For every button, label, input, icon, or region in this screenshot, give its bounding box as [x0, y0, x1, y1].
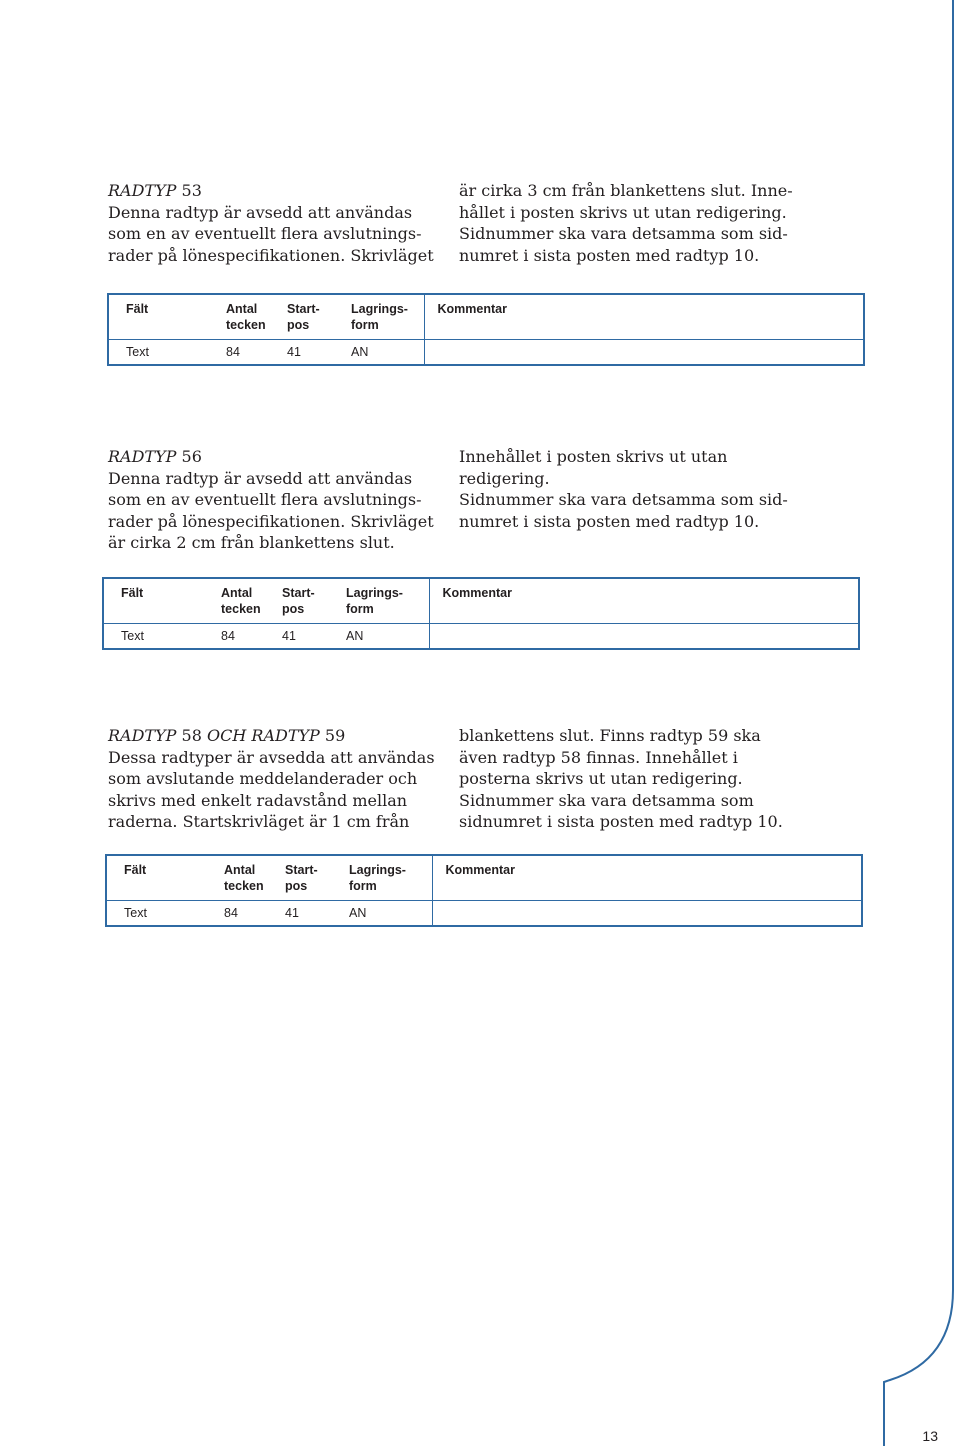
body-line: numret i sista posten med radtyp 10. — [459, 511, 760, 531]
cell-falt: Text — [124, 906, 147, 920]
cell-antal: 84 — [226, 345, 240, 359]
page-number: 13 — [922, 1428, 938, 1444]
body-line: Denna radtyp är avsedd att användas — [108, 202, 413, 222]
right-column — [459, 446, 809, 532]
header-falt: Fält — [106, 855, 224, 901]
cell-antal: 84 — [221, 629, 235, 643]
body-line: är cirka 2 cm från blankettens slut. — [108, 533, 395, 552]
body-line: Sidnummer ska vara detsamma som — [459, 790, 754, 810]
body-line: rader på lönespecifikationen. Skrivläget — [108, 245, 434, 265]
cell-falt: Text — [126, 345, 149, 359]
body-line: numret i sista posten med radtyp 10. — [459, 245, 760, 265]
table-row — [103, 624, 859, 650]
body-line: som en av eventuellt flera avslutnings- — [108, 490, 422, 509]
body-line: Innehållet i posten skrivs ut utan redigering. — [459, 447, 728, 488]
body-line: som avslutande meddelanderader och — [108, 769, 418, 788]
body-line: rader på lönespecifikationen. Skrivläget — [108, 511, 434, 531]
body-line: sidnumret i sista posten med radtyp 10. — [459, 812, 783, 831]
cell-kommentar — [432, 901, 862, 927]
cell-kommentar — [429, 624, 859, 650]
table-row — [106, 901, 862, 927]
cell-antal: 84 — [224, 906, 238, 920]
body-line: som en av eventuellt flera avslutnings- — [108, 224, 422, 243]
header-startpos: Start- pos — [282, 578, 346, 624]
header-kommentar: Kommentar — [429, 578, 859, 624]
cell-kommentar — [424, 340, 864, 366]
section-heading: RADTYP 58 OCH RADTYP 59 — [108, 726, 346, 745]
body-line: är cirka 3 cm från blankettens slut. Inne- — [459, 181, 793, 200]
header-falt: Fält — [103, 578, 221, 624]
header-kommentar: Kommentar — [424, 294, 864, 340]
header-lagringsform: Lagrings- form — [346, 578, 429, 624]
body-line: även radtyp 58 finnas. Innehållet i — [459, 747, 738, 767]
left-column — [108, 446, 438, 554]
table-header-row — [108, 294, 864, 340]
left-column — [108, 725, 438, 833]
header-lagringsform: Lagrings- form — [351, 294, 424, 340]
body-line: posterna skrivs ut utan redigering. — [459, 769, 743, 788]
field-spec-table — [105, 854, 863, 927]
header-startpos: Start- pos — [287, 294, 351, 340]
right-column — [459, 725, 809, 833]
header-antal: Antal tecken — [221, 578, 282, 624]
body-line: raderna. Startskrivläget är 1 cm från — [108, 812, 410, 831]
header-antal: Antal tecken — [224, 855, 285, 901]
body-line: hållet i posten skrivs ut utan redigering. — [459, 202, 787, 222]
right-column — [459, 180, 809, 266]
header-kommentar: Kommentar — [432, 855, 862, 901]
body-line: skrivs med enkelt radavstånd mellan — [108, 790, 408, 810]
cell-lagringsform: AN — [349, 906, 367, 920]
header-antal: Antal tecken — [226, 294, 287, 340]
field-spec-table — [107, 293, 865, 366]
cell-falt: Text — [121, 629, 144, 643]
table-header-row — [103, 578, 859, 624]
section-radtyp-56 — [108, 446, 868, 651]
table-header-row — [106, 855, 862, 901]
table-row — [108, 340, 864, 366]
cell-startpos: 41 — [282, 629, 296, 643]
cell-startpos: 41 — [287, 345, 301, 359]
body-line: blankettens slut. Finns radtyp 59 ska — [459, 726, 761, 745]
left-column — [108, 180, 438, 266]
body-line: Sidnummer ska vara detsamma som sid- — [459, 490, 788, 509]
section-heading: RADTYP 53 — [108, 181, 202, 200]
section-radtyp-58-59 — [108, 725, 868, 930]
body-line: Dessa radtyper är avsedda att användas — [108, 747, 435, 767]
body-line: Sidnummer ska vara detsamma som sid- — [459, 224, 788, 243]
cell-lagringsform: AN — [346, 629, 364, 643]
cell-lagringsform: AN — [351, 345, 369, 359]
section-heading: RADTYP 56 — [108, 447, 202, 466]
section-radtyp-53 — [108, 180, 868, 370]
body-line: Denna radtyp är avsedd att användas — [108, 468, 413, 488]
header-startpos: Start- pos — [285, 855, 349, 901]
cell-startpos: 41 — [285, 906, 299, 920]
header-lagringsform: Lagrings- form — [349, 855, 432, 901]
header-falt: Fält — [108, 294, 226, 340]
field-spec-table — [102, 577, 860, 650]
